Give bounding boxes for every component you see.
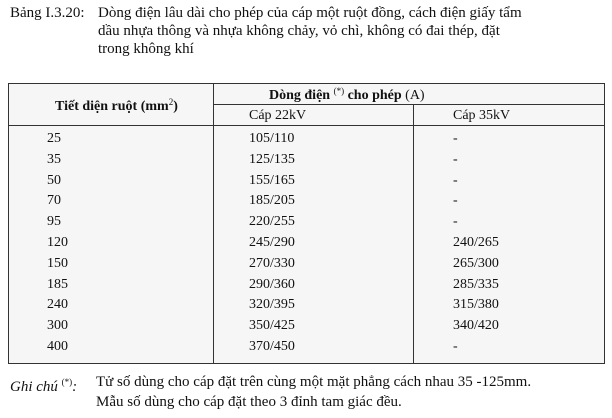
column-divider [413, 104, 414, 363]
cell-35kv: 240/265 [453, 235, 499, 250]
cell-22kv: 125/135 [249, 151, 295, 167]
cell-section: 185 [47, 276, 68, 292]
header-section: Tiết diện ruột $(mm^2)$ [55, 97, 178, 114]
cell-35kv: - [453, 131, 458, 146]
cell-22kv: 245/290 [249, 235, 295, 250]
header-cable-22kv: Cáp 22kV [249, 108, 307, 123]
cell-35kv: - [453, 339, 458, 354]
cell-section: 95 [47, 214, 61, 230]
cell-22kv: 370/450 [249, 339, 295, 354]
cell-35kv: 340/420 [453, 318, 499, 334]
cell-35kv: - [453, 193, 458, 209]
caption-line-3: trong không khí [98, 41, 194, 57]
cell-35kv: - [453, 151, 458, 167]
cell-35kv: 285/335 [453, 276, 499, 292]
cell-section: 150 [47, 255, 68, 271]
header-current: Dòng điện (*) cho phép (A) [269, 86, 425, 103]
cell-section: 50 [47, 172, 61, 188]
footnote-label: Ghi chú (*): [10, 377, 78, 395]
current-rating-table [8, 83, 605, 364]
cell-22kv: 185/205 [249, 193, 295, 209]
cell-35kv: - [453, 172, 458, 188]
cell-section: 35 [47, 151, 61, 167]
cell-section: 300 [47, 318, 68, 334]
cell-22kv: 270/330 [249, 255, 295, 271]
cell-22kv: 105/110 [249, 131, 295, 146]
caption-line-2: dầu nhựa thông và nhựa không chảy, vỏ chì, không có đai thép, đặt [98, 23, 500, 39]
cell-22kv: 350/425 [249, 318, 295, 334]
header-divider [213, 104, 604, 105]
cell-section: 400 [47, 339, 68, 354]
cell-22kv: 290/360 [249, 276, 295, 292]
cell-22kv: 320/395 [249, 297, 295, 313]
cell-35kv: 315/380 [453, 297, 499, 313]
cell-22kv: 155/165 [249, 172, 295, 188]
header-cable-35kv: Cáp 35kV [453, 108, 511, 123]
caption-number: Bảng I.3.20: [10, 5, 85, 21]
cell-35kv: 265/300 [453, 255, 499, 271]
footnote-line-1: Tử số dùng cho cáp đặt trên cùng một mặt phẳng cách nhau 35 -125mm. [96, 374, 532, 390]
cell-35kv: - [453, 214, 458, 230]
cell-section: 70 [47, 193, 61, 209]
cell-section: 240 [47, 297, 68, 313]
footnote-line-2: Mẫu số dùng cho cáp đặt theo 3 đỉnh tam giác đều. [96, 394, 402, 410]
header-bottom-rule [9, 125, 604, 126]
cell-section: 25 [47, 131, 61, 146]
caption-line-1: Dòng điện lâu dài cho phép của cáp một ruột đồng, cách điện giấy tẩm [98, 5, 522, 21]
cell-section: 120 [47, 235, 68, 250]
cell-22kv: 220/255 [249, 214, 295, 230]
